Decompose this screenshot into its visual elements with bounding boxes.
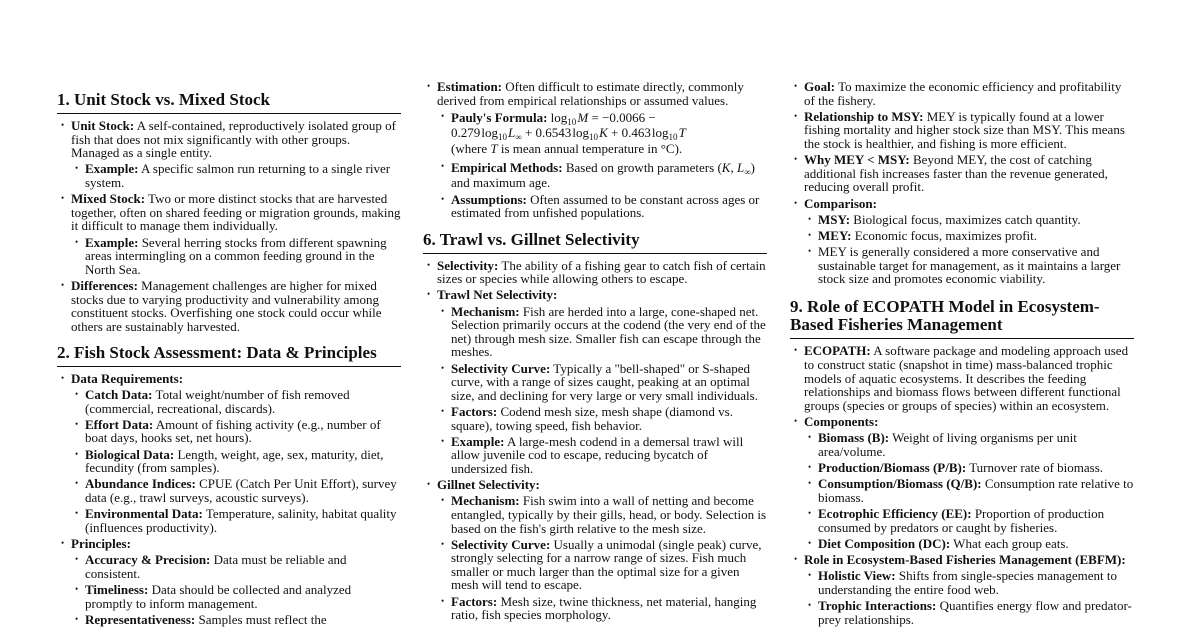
- item-label: Relationship to MSY:: [804, 108, 924, 124]
- item-label: Differences:: [71, 277, 138, 293]
- item-label: Biological Data:: [85, 446, 175, 462]
- list-item: [790, 80, 1134, 107]
- list-item: [437, 305, 767, 359]
- item-label: Mixed Stock:: [71, 191, 146, 207]
- list-item: [790, 153, 1134, 194]
- formula-note-pre: (where: [451, 140, 491, 156]
- item-label: Example:: [451, 433, 505, 449]
- formula-note-var: T: [490, 140, 498, 156]
- list-item: [57, 372, 401, 535]
- list-item: [437, 538, 767, 592]
- item-label: Ecotrophic Efficiency (EE):: [818, 505, 972, 521]
- item-label: Pauly's Formula:: [451, 109, 548, 125]
- item-label: Diet Composition (DC):: [818, 535, 951, 551]
- bullet-list: [57, 119, 401, 333]
- item-text: A software package and modeling approach used to construct static (snapshot in time) mass-balanced trophic models of aquatic ecosystems. It describes the feeding relationships and biomass flows between different functional groups (species or groups of species) within an ecosystem.: [804, 343, 1129, 413]
- item-text: Mesh size, twine thickness, net material, hanging ratio, fish species morphology.: [451, 593, 757, 623]
- list-item: [804, 245, 1134, 286]
- item-text: Proportion of production consumed by predators or caught by fisheries.: [818, 505, 1105, 535]
- item-label: Timeliness:: [85, 581, 149, 597]
- list-item: [423, 478, 767, 622]
- item-text: Several herring stocks from different spawning areas intermingling on a common feeding ground in the North Sea.: [85, 234, 387, 277]
- list-item: [790, 110, 1134, 151]
- bullet-list: [423, 80, 767, 220]
- item-text: Economic focus, maximizes profit.: [851, 227, 1038, 243]
- section-natural-mortality-continued: [423, 80, 767, 220]
- item-label: Accuracy & Precision:: [85, 552, 211, 568]
- item-text: A self-contained, reproductively isolated group of fish that does not mix significantly with other groups. Managed as a single entity.: [71, 118, 396, 161]
- formula-note-post: is mean annual temperature in °C).: [497, 140, 683, 156]
- item-label: Estimation:: [437, 79, 502, 94]
- sub-list: [790, 80, 1134, 194]
- list-item: [804, 599, 1134, 626]
- item-label: Role in Ecosystem-Based Fisheries Management (EBFM):: [804, 551, 1126, 567]
- sub-list: [71, 236, 401, 277]
- list-item: [790, 553, 1134, 626]
- list-item: [437, 110, 767, 157]
- sub-list: [437, 110, 767, 220]
- item-text: To maximize the economic efficiency and profitability of the fishery.: [804, 79, 1122, 108]
- item-label: Principles:: [71, 535, 131, 551]
- list-item: [804, 229, 1134, 243]
- bullet-list: [423, 259, 767, 622]
- sub-list: [804, 569, 1134, 626]
- item-text: Based on growth parameters (: [562, 160, 722, 176]
- list-item: [71, 477, 401, 504]
- item-text: Total weight/number of fish removed (commercial, recreational, discards).: [85, 387, 350, 416]
- item-text: ) and maximum age.: [451, 160, 755, 191]
- item-label: Assumptions:: [451, 191, 527, 207]
- item-label: Catch Data:: [85, 387, 153, 403]
- bullet-list: [57, 372, 401, 626]
- item-text: Beyond MEY, the cost of catching additional fish increases faster than the revenue generated, reducing overall profit.: [804, 152, 1108, 195]
- item-text: Data must be reliable and consistent.: [85, 552, 347, 581]
- list-item: [57, 192, 401, 276]
- list-item: [71, 162, 401, 189]
- item-label: Goal:: [804, 79, 836, 94]
- item-text: Weight of living organisms per unit area/volume.: [818, 430, 1077, 459]
- list-item: [437, 435, 767, 476]
- item-label: Consumption/Biomass (Q/B):: [818, 476, 982, 492]
- item-label: Components:: [804, 414, 879, 430]
- item-text: Codend mesh size, mesh shape (diamond vs. square), towing speed, fish behavior.: [451, 403, 733, 433]
- list-item: [437, 405, 767, 432]
- list-item: [790, 197, 1134, 286]
- item-text: Data should be collected and analyzed promptly to inform management.: [85, 581, 352, 611]
- list-item: [57, 537, 401, 626]
- item-label: Abundance Indices:: [85, 476, 196, 492]
- list-item: [790, 80, 1134, 194]
- item-text: Shifts from single-species management to understanding the entire food web.: [818, 568, 1117, 597]
- list-item: [804, 537, 1134, 551]
- list-item: [423, 80, 767, 220]
- section-mey-continued: [790, 80, 1134, 286]
- item-label: MSY:: [818, 211, 851, 227]
- section-title: 9. Role of ECOPATH Model in Ecosystem-Based Fisheries Management: [790, 298, 1134, 339]
- list-item: [790, 415, 1134, 550]
- list-item: [437, 193, 767, 220]
- item-text: Temperature, salinity, habitat quality (influences productivity).: [85, 506, 397, 535]
- list-item: [804, 507, 1134, 534]
- list-item: [437, 362, 767, 403]
- item-text: Amount of fishing activity (e.g., number of boat days, hooks set, net hours).: [85, 416, 381, 446]
- sub-list: [804, 213, 1134, 286]
- item-label: Production/Biomass (P/B):: [818, 460, 967, 475]
- list-item: [71, 448, 401, 475]
- item-label: Why MEY < MSY:: [804, 152, 910, 168]
- list-item: [790, 344, 1134, 412]
- section-title: 1. Unit Stock vs. Mixed Stock: [57, 91, 401, 114]
- item-label: ECOPATH:: [804, 343, 871, 359]
- item-label: Mechanism:: [451, 303, 520, 319]
- item-label: Biomass (B):: [818, 430, 890, 446]
- item-label: Selectivity Curve:: [451, 360, 551, 376]
- item-label: Effort Data:: [85, 416, 154, 432]
- item-text: Two or more distinct stocks that are harvested together, often on shared feeding or migration grounds, making it difficult to manage them individually.: [71, 191, 401, 234]
- item-text: Typically a "bell-shaped" or S-shaped curve, with a range of sizes caught, peaking at an optimal size, and declining for very large or very small individuals.: [451, 360, 758, 403]
- column-1: [57, 91, 401, 629]
- section-trawl-vs-gillnet: [423, 231, 767, 622]
- item-text: The ability of a fishing gear to catch fish of certain sizes or species while allowing others to escape.: [437, 257, 766, 287]
- section-ecopath-ebfm: [790, 298, 1134, 626]
- list-item: [71, 388, 401, 415]
- sub-list: [71, 553, 401, 626]
- sub-list: [437, 494, 767, 622]
- item-text: Fish swim into a wall of netting and become entangled, typically by their gills, head, or body. Selection is based on the fish's girth relative to the mesh size.: [451, 493, 767, 536]
- item-label: Empirical Methods:: [451, 160, 563, 176]
- list-item: [71, 236, 401, 277]
- item-label: Example:: [85, 234, 139, 250]
- item-text: Quantifies energy flow and predator-prey relationships.: [818, 597, 1132, 627]
- list-item: [71, 583, 401, 610]
- sub-list: [437, 305, 767, 476]
- list-item: [804, 461, 1134, 475]
- list-item: [437, 494, 767, 535]
- item-text: A large-mesh codend in a demersal trawl will allow juvenile cod to escape, reducing bycatch of undersized fish.: [451, 433, 744, 476]
- bullet-list: [790, 80, 1134, 286]
- item-text: Consumption rate relative to biomass.: [818, 476, 1134, 505]
- item-text: A specific salmon run returning to a single river system.: [85, 161, 391, 190]
- item-label: Factors:: [451, 403, 498, 419]
- list-item: [71, 507, 401, 534]
- item-label: Example:: [85, 161, 139, 177]
- column-3: [790, 80, 1134, 629]
- item-label: Selectivity:: [437, 257, 499, 273]
- list-item: [71, 553, 401, 580]
- list-item: [71, 613, 401, 627]
- item-label: Holistic View:: [818, 568, 896, 584]
- item-text: Management challenges are higher for mixed stocks due to varying productivity and vulnerability among constituent stocks. Overfishing one stock could occur while others are sustainably harvested.: [71, 277, 382, 334]
- list-item: [804, 213, 1134, 227]
- sub-list: [71, 162, 401, 189]
- item-text: Fish are herded into a large, cone-shaped net. Selection primarily occurs at the codend (the very end of the net) through mesh size. Smaller fish can escape through the meshes.: [451, 303, 766, 360]
- item-label: Factors:: [451, 593, 498, 609]
- sub-list: [804, 431, 1134, 550]
- item-text: Biological focus, maximizes catch quantity.: [850, 211, 1081, 227]
- list-item: [71, 418, 401, 445]
- section-title: 6. Trawl vs. Gillnet Selectivity: [423, 231, 767, 254]
- item-text: CPUE (Catch Per Unit Effort), survey data (e.g., trawl surveys, acoustic surveys).: [85, 476, 397, 505]
- item-text: Often assumed to be constant across ages or estimated from unfished populations.: [451, 191, 760, 221]
- list-item: [804, 569, 1134, 596]
- list-item: [804, 477, 1134, 504]
- section-fish-stock-assessment: [57, 344, 401, 626]
- column-2: [423, 80, 767, 624]
- item-text: MEY is generally considered a more conservative and sustainable target for management, as it maintains a larger stock size and promotes economic viability.: [818, 244, 1121, 287]
- item-label: Selectivity Curve:: [451, 536, 551, 552]
- item-label: Representativeness:: [85, 611, 196, 627]
- item-text: Turnover rate of biomass.: [966, 460, 1104, 475]
- item-label: MEY:: [818, 227, 852, 243]
- item-label: Data Requirements:: [71, 370, 184, 386]
- bullet-list: [790, 344, 1134, 626]
- item-text: Samples must reflect the: [195, 611, 327, 627]
- item-text: Usually a unimodal (single peak) curve, strongly selecting for a narrow range of sizes. Fish much smaller or much larger than the optimal size for a given mesh will tend to escape.: [451, 536, 762, 593]
- list-item: [804, 431, 1134, 458]
- item-label: Mechanism:: [451, 493, 520, 509]
- list-item: [437, 160, 767, 190]
- item-text: MEY is typically found at a lower fishing mortality and higher stock size than MSY. This means the stock is healthier, and fishing is more efficient.: [804, 108, 1125, 151]
- item-text: Often difficult to estimate directly, commonly derived from empirical relationships or assumed values.: [437, 79, 744, 108]
- list-item: [423, 288, 767, 475]
- list-item: [57, 119, 401, 190]
- sub-list: [71, 388, 401, 534]
- item-label: Environmental Data:: [85, 506, 203, 522]
- list-item: [57, 279, 401, 333]
- section-title: 2. Fish Stock Assessment: Data & Principles: [57, 344, 401, 367]
- item-label: Trawl Net Selectivity:: [437, 287, 558, 303]
- item-text: What each group eats.: [950, 535, 1069, 551]
- section-unit-vs-mixed-stock: [57, 91, 401, 333]
- item-label: Unit Stock:: [71, 118, 135, 133]
- pauly-formula: $\log_{10}$ M = −0.0066 − 0.279 $\log_{10}$ $L_\infty + 0.6543$ $\log_{10}$ K + 0.463 $\log_{10}$ T: [451, 109, 686, 143]
- list-item: [423, 259, 767, 286]
- item-label: Trophic Interactions:: [818, 597, 937, 613]
- item-label: Gillnet Selectivity:: [437, 477, 540, 493]
- list-item: [437, 595, 767, 622]
- item-label: Comparison:: [804, 195, 877, 211]
- growth-params: K, $L_\infty$: [721, 160, 751, 178]
- item-text: Length, weight, age, sex, maturity, diet, fecundity (from samples).: [85, 446, 384, 476]
